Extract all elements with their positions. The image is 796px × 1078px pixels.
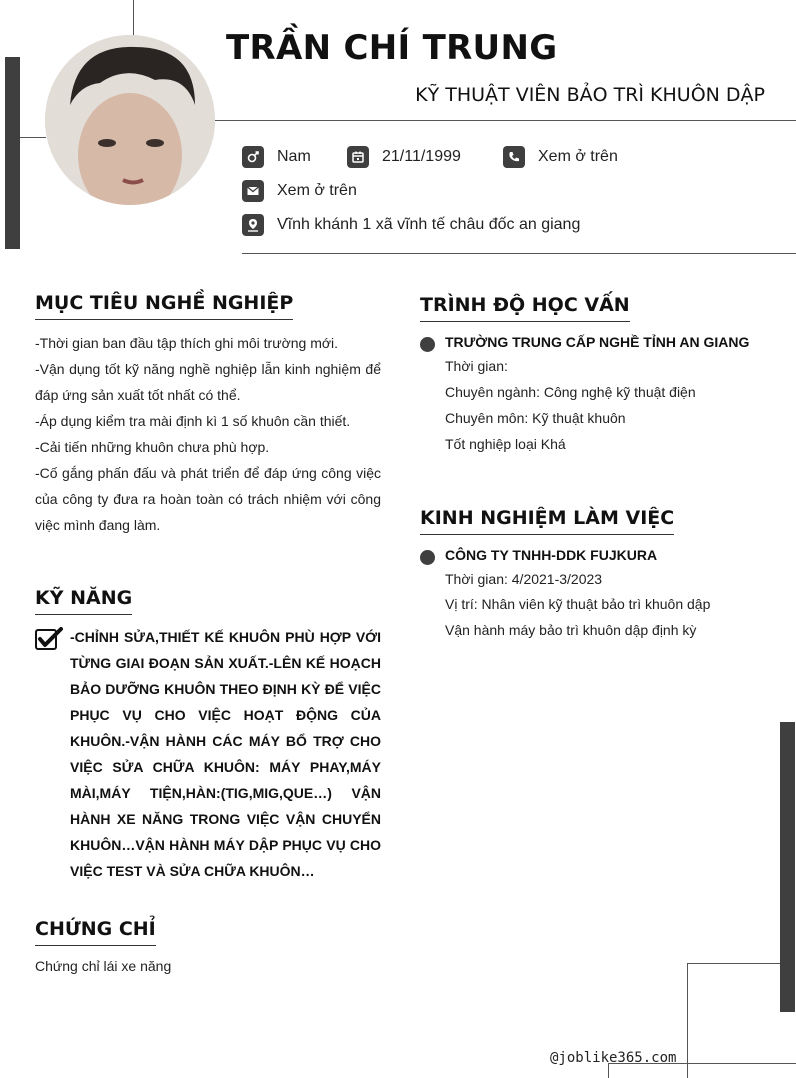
- education-title: TRÌNH ĐỘ HỌC VẤN: [420, 294, 630, 322]
- footer-box-left: [687, 963, 688, 1078]
- watermark: @joblike365.com: [550, 1050, 677, 1066]
- left-accent-bar: [5, 57, 20, 249]
- experience-entry: [420, 547, 780, 647]
- company-name: CÔNG TY TNHH-DDK FUJKURA: [445, 547, 658, 563]
- bullet-icon: [420, 337, 435, 352]
- skills-title: KỸ NĂNG: [35, 587, 132, 615]
- phone-value: Xem ở trên: [538, 148, 618, 165]
- bullet-icon: [420, 550, 435, 565]
- right-accent-bar: [780, 722, 795, 1012]
- objective-text: [35, 330, 381, 538]
- contact-divider: [242, 253, 796, 254]
- top-vertical-line: [133, 0, 134, 36]
- checkbox-icon: [35, 627, 63, 651]
- gender-icon: [242, 146, 264, 168]
- calendar-icon: [347, 146, 369, 168]
- experience-role: Vị trí: Nhân viên kỹ thuật bảo trì khuôn dập: [445, 596, 711, 612]
- certificate-item: Chứng chỉ lái xe năng: [35, 958, 172, 974]
- objective-title: MỤC TIÊU NGHỀ NGHIỆP: [35, 292, 293, 320]
- gender-value: Nam: [277, 148, 311, 165]
- objective-line: -Cải tiến những khuôn chưa phù hợp.: [35, 439, 270, 455]
- email-value: Xem ở trên: [277, 182, 357, 199]
- birthday-row: [347, 145, 461, 169]
- education-major: Chuyên ngành: Công nghệ kỹ thuật điện: [445, 384, 696, 400]
- header-divider: [215, 120, 796, 121]
- avatar-photo: [45, 35, 215, 205]
- education-entry: [420, 334, 780, 464]
- objective-line: -Áp dụng kiểm tra mài định kì 1 số khuôn cần thiết.: [35, 413, 351, 429]
- certificates-title: CHỨNG CHỈ: [35, 918, 156, 946]
- objective-line: -Thời gian ban đầu tập thích ghi môi trường mới.: [35, 335, 339, 351]
- phone-row: [503, 145, 618, 169]
- job-position: KỸ THUẬT VIÊN BẢO TRÌ KHUÔN DẬP: [415, 84, 765, 106]
- location-icon: [242, 214, 264, 236]
- objective-line: -Cố gắng phấn đấu và phát triển để đáp ứng công việc của công ty đưa ra hoàn toàn có trách nhiệm với công việc mình đang làm.: [35, 465, 381, 533]
- experience-time: Thời gian: 4/2021-3/2023: [445, 571, 603, 587]
- birthday-value: 21/11/1999: [382, 148, 461, 165]
- address-row: [242, 213, 580, 237]
- email-row: [242, 179, 357, 203]
- footer-box-top: [687, 963, 780, 964]
- education-subject: Chuyên môn: Kỹ thuật khuôn: [445, 410, 626, 426]
- mail-icon: [242, 180, 264, 202]
- school-name: TRƯỜNG TRUNG CẤP NGHỀ TỈNH AN GIANG: [445, 334, 750, 350]
- experience-duty: Vận hành máy bảo trì khuôn dập định kỳ: [445, 622, 697, 638]
- address-value: Vĩnh khánh 1 xã vĩnh tế châu đốc an giang: [277, 216, 581, 233]
- objective-line: -Vận dụng tốt kỹ năng nghề nghiệp lẫn kinh nghiệm để đáp ứng sản xuất tốt nhất có thể.: [35, 361, 381, 403]
- gender-row: [242, 145, 311, 169]
- left-horizontal-line: [20, 137, 46, 138]
- experience-title: KINH NGHIỆM LÀM VIỆC: [420, 507, 674, 535]
- education-time: Thời gian:: [445, 358, 508, 374]
- skills-text: -CHỈNH SỬA,THIẾT KẾ KHUÔN PHÙ HỢP VỚI TỪNG GIAI ĐOẠN SẢN XUẤT.-LÊN KẾ HOẠCH BẢO DƯỠNG KHUÔN THEO ĐỊNH KỲ ĐỂ VIỆC PHỤC VỤ CHO VIỆC HOẠT ĐỘNG CỦA KHUÔN.-VẬN HÀNH CÁC MÁY BỔ TRỢ CHO VIỆC SỬA CHỮA KHUÔN: MÁY PHAY,MÁY MÀI,MÁY TIỆN,HÀN:(TIG,MIG,QUE…) VẬN HÀNH XE NĂNG TRONG VIỆC VẬN CHUYỂN KHUÔN…VẬN HÀNH MÁY DẬP PHỤC VỤ CHO VIỆC TEST VÀ SỬA CHỮA KHUÔN…: [70, 629, 381, 879]
- avatar: [45, 35, 215, 205]
- phone-icon: [503, 146, 525, 168]
- candidate-name: TRẦN CHÍ TRUNG: [226, 28, 558, 68]
- education-grade: Tốt nghiệp loại Khá: [445, 436, 566, 452]
